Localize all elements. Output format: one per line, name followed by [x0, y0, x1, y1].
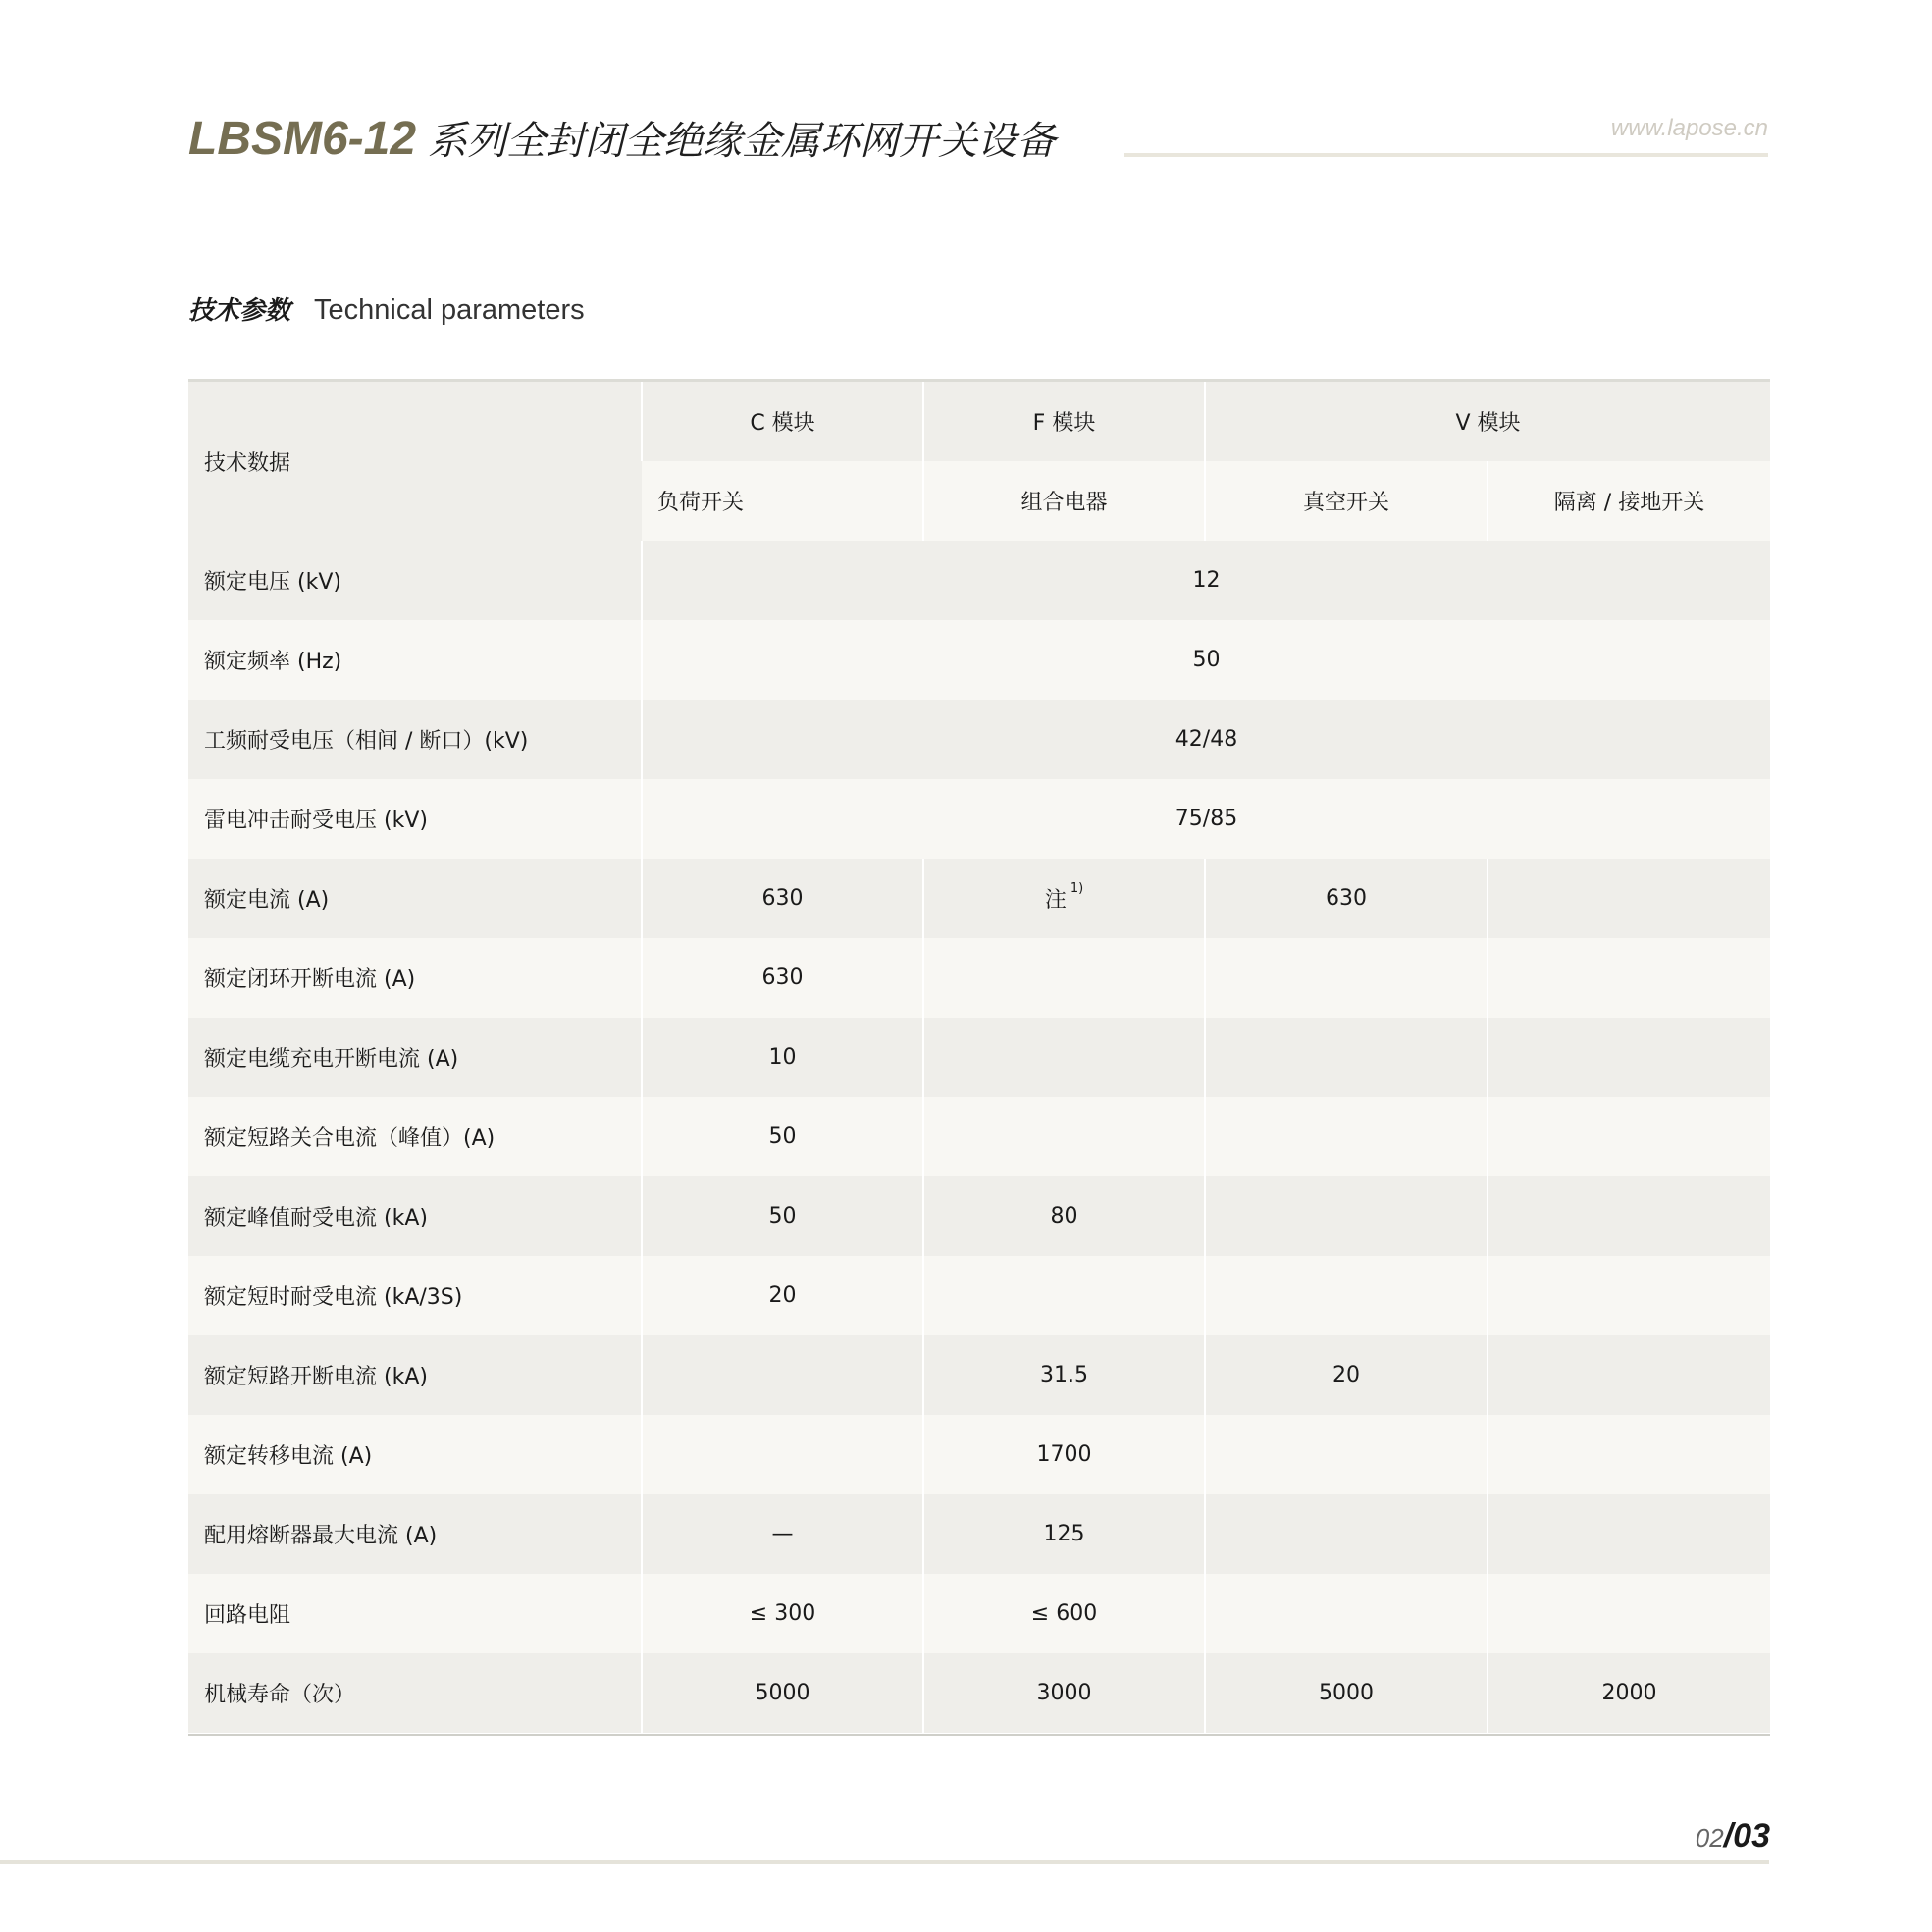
cell-f: ≤ 600 [923, 1574, 1205, 1653]
cell-c: — [642, 1494, 923, 1574]
cell-v2 [1488, 859, 1770, 938]
cell-c: 630 [642, 938, 923, 1018]
row-label: 工频耐受电压（相间 / 断口）(kV) [188, 700, 642, 779]
cell-c: 10 [642, 1018, 923, 1097]
table-row [188, 620, 1770, 700]
subheader-vacuum-switch: 真空开关 [1205, 461, 1488, 541]
cell-v2 [1488, 1415, 1770, 1494]
page-separator: / [1723, 1817, 1734, 1854]
page-number [1696, 1817, 1770, 1855]
table-row [188, 859, 1770, 938]
cell-c: 20 [642, 1256, 923, 1335]
section-title-en: Technical parameters [314, 294, 585, 326]
cell-f: 80 [923, 1176, 1205, 1256]
cell-f: 3000 [923, 1653, 1205, 1733]
cell-c: 50 [642, 1176, 923, 1256]
cell-v2 [1488, 1097, 1770, 1176]
row-value-merged: 50 [642, 620, 1770, 700]
row-label: 机械寿命（次） [188, 1653, 642, 1733]
module-header-v: V 模块 [1205, 382, 1770, 461]
cell-f [923, 938, 1205, 1018]
page-current: 02 [1695, 1823, 1724, 1853]
row-label: 回路电阻 [188, 1574, 642, 1653]
footnote-marker: 1) [1070, 881, 1084, 896]
table-row [188, 1018, 1770, 1097]
row-label: 额定电缆充电开断电流 (A) [188, 1018, 642, 1097]
technical-parameters-table [188, 382, 1770, 1733]
cell-v2 [1488, 938, 1770, 1018]
row-value-merged: 12 [642, 541, 1770, 620]
product-model: LBSM6-12 [188, 113, 417, 165]
cell-v1: 20 [1205, 1335, 1488, 1415]
table-row [188, 1335, 1770, 1415]
cell-v1 [1205, 1176, 1488, 1256]
table-bottom-border [188, 1734, 1770, 1736]
product-title: 系列全封闭全绝缘金属环网开关设备 [428, 119, 1057, 164]
cell-v2 [1488, 1176, 1770, 1256]
cell-v1 [1205, 1256, 1488, 1335]
table-row [188, 1653, 1770, 1733]
cell-c: 630 [642, 859, 923, 938]
subheader-combination: 组合电器 [923, 461, 1205, 541]
row-value-merged: 42/48 [642, 700, 1770, 779]
footer-divider [0, 1860, 1769, 1864]
cell-c: 50 [642, 1097, 923, 1176]
corner-header-cell [188, 382, 642, 541]
table-row [188, 1415, 1770, 1494]
cell-f [923, 1256, 1205, 1335]
cell-v1: 630 [1205, 859, 1488, 938]
table-row [188, 1494, 1770, 1574]
table-row [188, 938, 1770, 1018]
cell-v1 [1205, 938, 1488, 1018]
cell-c [642, 1415, 923, 1494]
header-divider [1124, 153, 1768, 157]
corner-label: 技术数据 [204, 450, 291, 476]
note-text: 注 [1044, 888, 1067, 913]
page-title [188, 110, 1056, 169]
cell-v1 [1205, 1018, 1488, 1097]
row-label: 额定转移电流 (A) [188, 1415, 642, 1494]
page-total: 03 [1733, 1817, 1770, 1854]
table-row [188, 541, 1770, 620]
cell-c: 5000 [642, 1653, 923, 1733]
cell-f: 125 [923, 1494, 1205, 1574]
cell-f [923, 1018, 1205, 1097]
cell-v1 [1205, 1415, 1488, 1494]
cell-v2 [1488, 1574, 1770, 1653]
cell-v1 [1205, 1097, 1488, 1176]
row-value-merged: 75/85 [642, 779, 1770, 859]
subheader-load-switch: 负荷开关 [642, 461, 923, 541]
cell-v2 [1488, 1256, 1770, 1335]
cell-f [923, 1097, 1205, 1176]
cell-v2 [1488, 1018, 1770, 1097]
website-link[interactable]: www.lapose.cn [1610, 115, 1768, 141]
table-row [188, 1176, 1770, 1256]
row-label: 额定峰值耐受电流 (kA) [188, 1176, 642, 1256]
row-label: 雷电冲击耐受电压 (kV) [188, 779, 642, 859]
row-label: 额定电流 (A) [188, 859, 642, 938]
table-row [188, 700, 1770, 779]
subheader-isolation-earthing: 隔离 / 接地开关 [1488, 461, 1770, 541]
module-header-f: F 模块 [923, 382, 1205, 461]
module-header-c: C 模块 [642, 382, 923, 461]
row-label: 额定短路关合电流（峰值）(A) [188, 1097, 642, 1176]
cell-c: ≤ 300 [642, 1574, 923, 1653]
row-label: 额定频率 (Hz) [188, 620, 642, 700]
table-row [188, 1256, 1770, 1335]
row-label: 额定短路开断电流 (kA) [188, 1335, 642, 1415]
table-row [188, 1097, 1770, 1176]
section-title-cn: 技术参数 [188, 296, 291, 326]
cell-v2 [1488, 1494, 1770, 1574]
row-label: 额定电压 (kV) [188, 541, 642, 620]
cell-c [642, 1335, 923, 1415]
cell-v1 [1205, 1494, 1488, 1574]
cell-v1 [1205, 1574, 1488, 1653]
cell-f: 31.5 [923, 1335, 1205, 1415]
cell-v2: 2000 [1488, 1653, 1770, 1733]
row-label: 额定短时耐受电流 (kA/3S) [188, 1256, 642, 1335]
row-label: 配用熔断器最大电流 (A) [188, 1494, 642, 1574]
row-label: 额定闭环开断电流 (A) [188, 938, 642, 1018]
cell-f: 1700 [923, 1415, 1205, 1494]
cell-v2 [1488, 1335, 1770, 1415]
cell-v1: 5000 [1205, 1653, 1488, 1733]
section-heading [188, 290, 585, 330]
table-header-row-modules [188, 382, 1770, 461]
cell-f [923, 859, 1205, 938]
table-row [188, 779, 1770, 859]
table-row [188, 1574, 1770, 1653]
